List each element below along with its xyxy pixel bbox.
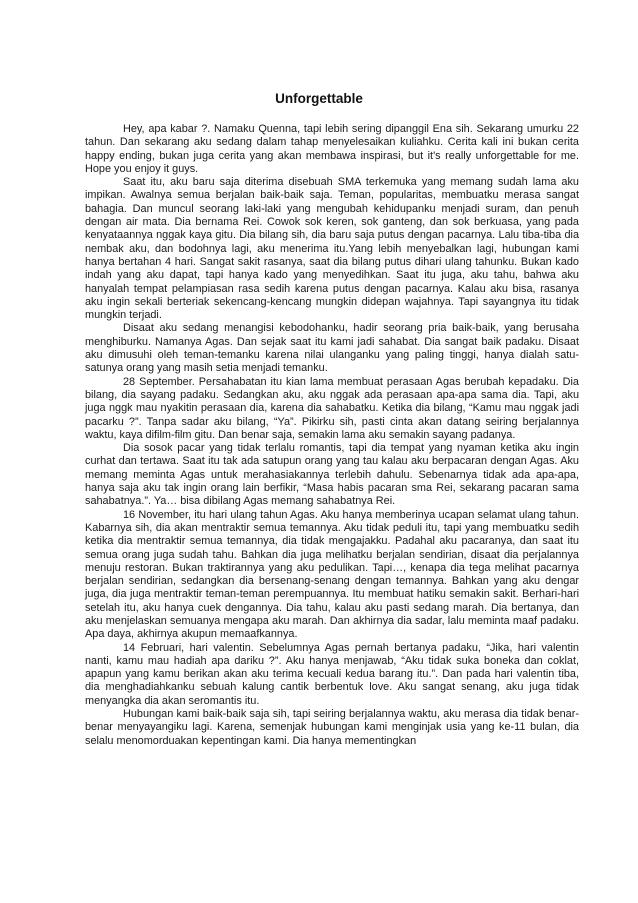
document-title: Unforgettable <box>275 91 363 106</box>
paragraph-5: Dia sosok pacar yang tidak terlalu romantis, tapi dia tempat yang nyaman ketika aku ingin curhat dan tertawa. Saat itu tak ada satupun orang yang tau kalau aku berpacaran dengan Agas. Aku memang meminta Agas untuk merahasiakannya terlebih dahulu. Sebenarnya tidak ada apa-apa, hanya saja aku tak ingin orang lain berfikir, “Masa habis pacaran sma Rei, sekarang pacaran sama sahabatnya.”. Ya… bisa dibilang Agas memang sahabatnya Rei. <box>85 442 579 508</box>
paragraph-2: Saat itu, aku baru saja diterima disebuah SMA terkemuka yang memang sudah lama aku impikan. Awalnya semua berjalan baik-baik saja. Teman, popularitas, membuatku merasa sangat bahagia. Dan muncul seorang laki-laki yang mengubah kehidupanku menjadi suram, dan penuh dengan air mata. Dia bernama Rei. Cowok sok keren, sok ganteng, dan sok berkuasa, yang pada kenyataannya nggak kaya gitu. Dia bilang sih, dia baru saja putus dengan pacarnya. Lalu tiba-tiba dia nembak aku, dan bodohnya lagi, aku menerima itu.Yang lebih menyebalkan lagi, hubungan kami hanya bertahan 4 hari. Sangat sakit rasanya, saat dia bilang putus dihari ulang tahunku. Bukan kado indah yang aku dapat, tapi hanya kado yang menyedihkan. Saat itu juga, aku tahu, bahwa aku hanyalah tempat pelampiasan rasa sedih karena putus dengan pacarnya. Kalau aku bisa, rasanya aku ingin sekali berteriak sekencang-kencang mungkin didepan wajahnya. Tapi sayangnya itu tidak mungkin terjadi. <box>85 176 579 322</box>
paragraph-7: 14 Februari, hari valentin. Sebelumnya Agas pernah bertanya padaku, “Jika, hari valentin nanti, kamu mau hadiah apa dariku ?”. Aku hanya menjawab, “Aku tidak suka boneka dan coklat, apapun yang kamu berikan akan aku terima kecuali kedua barang itu.”. Dan pada hari valentin tiba, dia menghadiahkanku sebuah kalung cantik berbentuk love. Aku sangat senang, aku juga tidak menyangka dia akan seromantis itu. <box>85 641 579 707</box>
document-body <box>85 123 579 748</box>
paragraph-1: Hey, apa kabar ?. Namaku Quenna, tapi lebih sering dipanggil Ena sih. Sekarang umurku 22 tahun. Dan sekarang aku sedang dalam tahap menyelesaikan kuliahku. Cerita kali ini bukan cerita happy ending, bukan juga cerita yang akan membawa inspirasi, but it's really unforgettable for me. Hope you enjoy it guys. <box>85 123 579 175</box>
paragraph-6: 16 November, itu hari ulang tahun Agas. Aku hanya memberinya ucapan selamat ulang tahun. Kabarnya sih, dia akan mentraktir semua temannya. Aku tidak peduli itu, tapi yang membuatku sedih ketika dia mentraktir semua temannya, dia tidak mengajakku. Padahal aku pacaranya, dan saat itu semua orang juga sudah tahu. Bahkan dia juga melihatku berjalan sendirian, disaat dia perjalannya menuju restoran. Bukan traktirannya yang aku pedulikan. Tapi…, kenapa dia tega melihat pacarnya berjalan sendirian, sedangkan dia bersenang-senang dengan temannya. Bahkan yang aku dengar juga, dia juga mentraktir teman-teman perempuannya. Itu membuat hatiku semakin sakit. Berhari-hari setelah itu, aku hanya cuek dengannya. Dia tahu, kalau aku pasti sedang marah. Dia bertanya, dan aku menjelaskan semuanya mengapa aku marah. Dan akhirnya dia sadar, lalu meminta maaf padaku. Apa daya, akhirnya akupun memaafkannya. <box>85 508 579 641</box>
paragraph-3: Disaat aku sedang menangisi kebodohanku, hadir seorang pria baik-baik, yang berusaha menghiburku. Namanya Agas. Dan sejak saat itu kami jadi sahabat. Dia sangat baik padaku. Disaat aku dimusuhi oleh teman-temanku karena nilai ulanganku yang paling tinggi, hanya dialah satu-satunya orang yang masih setia menjadi temanku. <box>85 322 579 375</box>
paragraph-4: 28 September. Persahabatan itu kian lama membuat perasaan Agas berubah kepadaku. Dia bilang, dia sayang padaku. Sedangkan aku, aku nggak ada perasaan apa-apa sama dia. Tapi, aku juga nggk mau nyakitin perasaan dia, karena dia sahabatku. Ketika dia bilang, “Kamu mau nggak jadi pacarku ?”. Tanpa sadar aku bilang, “Ya”. Pikirku sih, pasti cinta akan datang seiring berjalannya waktu, kaya difilm-film gitu. Dan benar saja, semakin lama aku semakin sayang padanya. <box>85 375 579 441</box>
paragraph-8: Hubungan kami baik-baik saja sih, tapi seiring berjalannya waktu, aku merasa dia tidak benar-benar menyayangiku lagi. Karena, semenjak hubungan kami menginjak usia yang ke-11 bulan, dia selalu menomorduakan kepentingan kami. Dia hanya mementingkan <box>85 708 579 747</box>
